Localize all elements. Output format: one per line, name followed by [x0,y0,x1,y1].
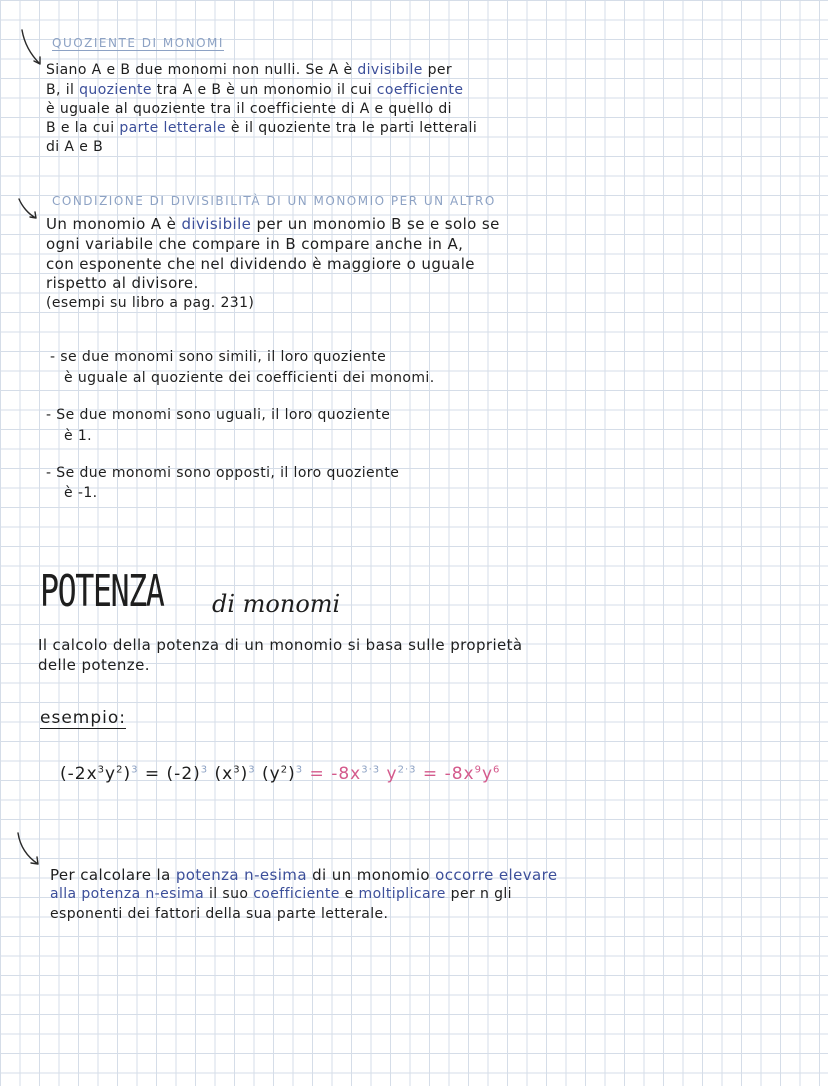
example-formula: $(-2x^3y^2)^3 = (-2)^3$ $(x^3)^3$ $(y^2)^3 = -8x^{3\cdot 3}$ $y^{2\cdot 3} = -8x^9y^6$ [60,764,501,784]
text-line: B, il quoziente tra A e B è un monomio il cui coefficiente [46,82,464,98]
text-line: delle potenze. [38,656,150,674]
bullet-line: - Se due monomi sono opposti, il loro quoziente [46,465,400,481]
section-heading-condizione: CONDIZIONE DI DIVISIBILITÀ DI UN MONOMIO PER UN ALTRO [52,194,496,208]
bullet-line: è -1. [64,485,98,501]
bullet-line: è uguale al quoziente dei coefficienti dei monomi. [64,370,435,386]
arrow-mark-3 [14,830,42,870]
text-line: Un monomio A è divisibile per un monomio B se e solo se [46,215,500,233]
text-line: rispetto al divisore. [46,274,199,292]
arrow-mark-1 [18,28,44,68]
text-line: Per calcolare la potenza n-esima di un monomio occorre elevare [50,866,558,884]
text-line: Siano A e B due monomi non nulli. Se A è divisibile per [46,62,453,78]
text-line: con esponente che nel dividendo è maggiore o uguale [46,255,475,273]
section-subtitle: di monomi [212,590,341,618]
text-line: ogni variabile che compare in B compare anche in A, [46,235,464,253]
section-heading-quoziente: QUOZIENTE DI MONOMI [52,36,224,50]
bullet-line: - Se due monomi sono uguali, il loro quoziente [46,407,391,423]
text-line: di A e B [46,139,104,155]
section-title-potenza: POTENZA [40,566,164,617]
bullet-line: - se due monomi sono simili, il loro quoziente [50,349,387,365]
text-line: esponenti dei fattori della sua parte letterale. [50,906,389,922]
bullet-line: è 1. [64,428,93,444]
text-line: Il calcolo della potenza di un monomio si basa sulle proprietà [38,636,523,654]
book-reference-note: (esempi su libro a pag. 231) [46,295,255,311]
text-line: alla potenza n-esima il suo coefficiente e moltiplicare per n gli [50,886,512,902]
arrow-mark-2 [16,196,42,224]
example-label: esempio: [40,708,126,728]
text-line: B e la cui parte letterale è il quoziente tra le parti letterali [46,120,478,136]
text-line: è uguale al quoziente tra il coefficiente di A e quello di [46,101,452,117]
